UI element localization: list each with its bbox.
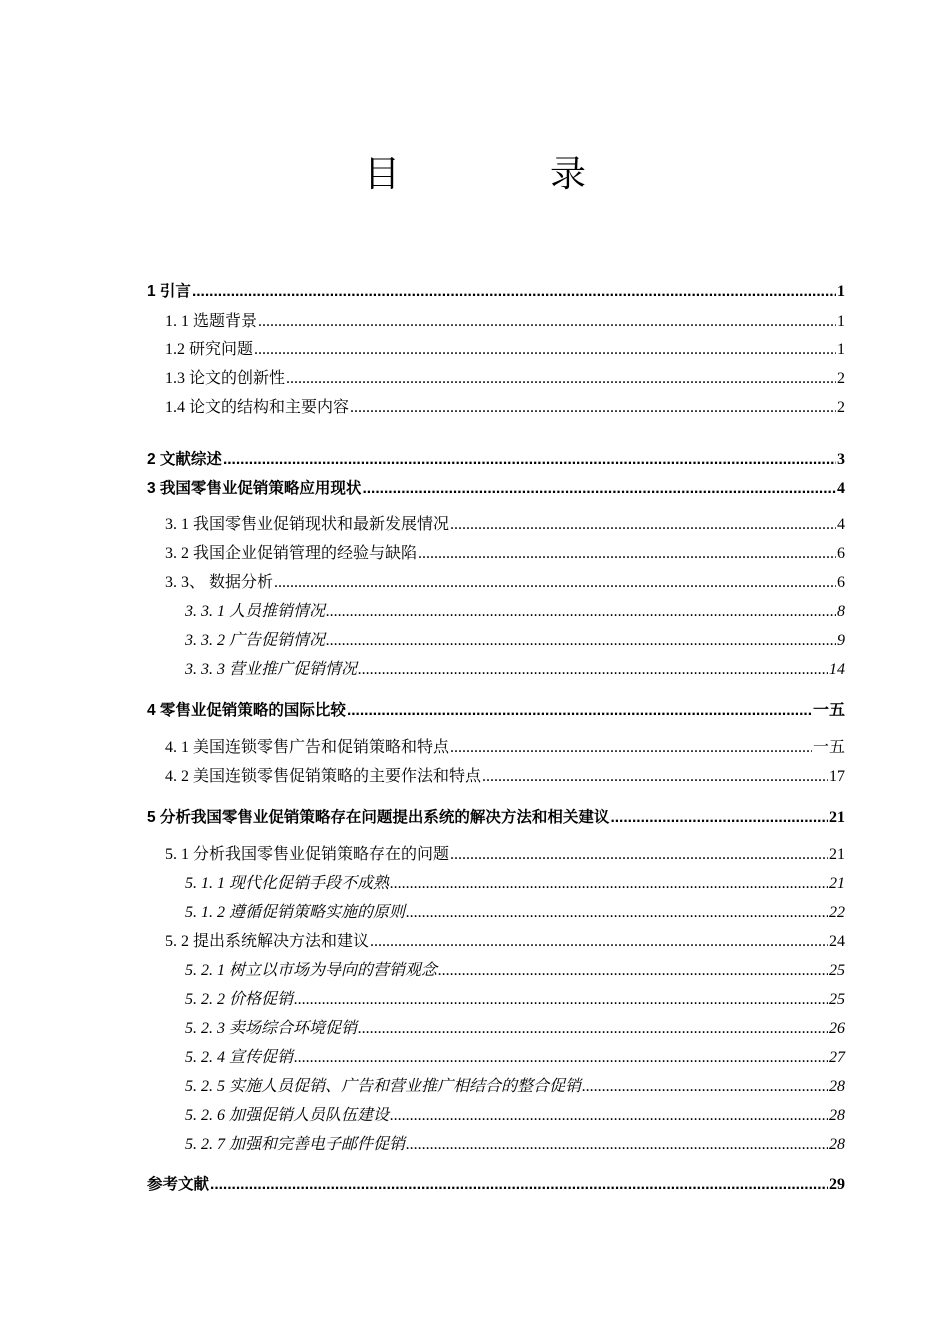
toc-entry-label: 3. 3. 3 营业推广促销情况: [185, 661, 358, 678]
toc-entry-label: 5. 2. 1 树立以市场为导向的营销观念: [185, 962, 438, 979]
toc-entry-page: 一五: [812, 739, 845, 756]
toc-entry-label: 3. 3、 数据分析: [165, 574, 274, 591]
toc-entry-page: 26: [829, 1020, 845, 1037]
toc-leader-dots: [610, 806, 828, 830]
toc-entry[interactable]: [185, 872, 845, 896]
toc-entry-page: 28: [829, 1136, 845, 1153]
toc-leader-dots: [274, 571, 836, 595]
toc-entry[interactable]: [185, 600, 845, 624]
toc-entry[interactable]: [165, 571, 845, 595]
toc-leader-dots: [223, 448, 836, 472]
toc-leader-dots: [258, 310, 836, 334]
toc-entry-page: 25: [829, 962, 845, 979]
toc-entry-label: 5. 1 分析我国零售业促销策略存在的问题: [165, 846, 450, 863]
toc-leader-dots: [582, 1075, 828, 1099]
toc-entry[interactable]: [165, 542, 845, 566]
page-title: [0, 146, 950, 196]
toc-entry[interactable]: [165, 367, 845, 391]
toc-entry[interactable]: [165, 843, 845, 867]
toc-entry-label: 5. 2. 4 宣传促销: [185, 1049, 294, 1066]
toc-entry-page: 25: [829, 991, 845, 1008]
toc-entry[interactable]: [185, 1133, 845, 1157]
toc-entry-label: 1. 1 选题背景: [165, 313, 258, 330]
toc-entry-label: 5. 2. 7 加强和完善电子邮件促销: [185, 1136, 406, 1153]
toc-entry-label: 5. 2. 5 实施人员促销、广告和营业推广相结合的整合促销: [185, 1078, 582, 1095]
toc-leader-dots: [254, 338, 836, 362]
toc-entry-label: 参考文献: [147, 1176, 210, 1193]
toc-entry-page: 28: [829, 1078, 845, 1095]
toc-leader-dots: [390, 1104, 828, 1128]
toc-entry[interactable]: [185, 1075, 845, 1099]
toc-leader-dots: [362, 477, 836, 501]
toc-entry-label: 5. 1. 1 现代化促销手段不成熟: [185, 875, 390, 892]
toc-entry-page: 6: [837, 545, 845, 562]
toc-entry-label: 5. 2 提出系统解决方法和建议: [165, 933, 370, 950]
toc-leader-dots: [286, 367, 836, 391]
toc-entry-page: 2: [837, 399, 845, 416]
toc-entry-label: 4. 1 美国连锁零售广告和促销策略和特点: [165, 739, 450, 756]
toc-entry-label: 5. 1. 2 遵循促销策略实施的原则: [185, 904, 406, 921]
toc-entry-page: 21: [829, 846, 845, 863]
toc-entry-page: 28: [829, 1107, 845, 1124]
toc-leader-dots: [358, 1017, 828, 1041]
toc-entry[interactable]: [165, 310, 845, 334]
toc-entry-label: 5. 2. 2 价格促销: [185, 991, 294, 1008]
toc-entry-page: 1: [837, 283, 845, 300]
toc-entry-page: 1: [837, 313, 845, 330]
toc-entry-label: 2 文献综述: [147, 451, 222, 468]
toc-entry-label: 1.4 论文的结构和主要内容: [165, 399, 350, 416]
toc-entry[interactable]: [185, 988, 845, 1012]
toc-entry[interactable]: [165, 396, 845, 420]
toc-entry-label: 5 分析我国零售业促销策略存在问题提出系统的解决方法和相关建议: [147, 809, 610, 826]
toc-entry[interactable]: [147, 1173, 845, 1197]
toc-entry-label: 3 我国零售业促销策略应用现状: [147, 480, 362, 497]
toc-entry-label: 5. 2. 6 加强促销人员队伍建设: [185, 1107, 390, 1124]
toc-entry-label: 3. 2 我国企业促销管理的经验与缺陷: [165, 545, 418, 562]
toc-leader-dots: [350, 396, 836, 420]
toc-entry[interactable]: [185, 658, 845, 682]
title-char-2: 录: [550, 153, 587, 195]
toc-leader-dots: [192, 280, 836, 304]
toc-leader-dots: [210, 1173, 828, 1197]
toc-leader-dots: [450, 513, 836, 537]
toc-entry[interactable]: [185, 901, 845, 925]
toc-leader-dots: [347, 699, 812, 723]
toc-leader-dots: [406, 1133, 828, 1157]
toc-leader-dots: [438, 959, 828, 983]
toc-leader-dots: [390, 872, 828, 896]
toc-entry[interactable]: [185, 1104, 845, 1128]
toc-leader-dots: [450, 843, 828, 867]
title-char-1: 目: [363, 153, 400, 195]
toc-entry-label: 4 零售业促销策略的国际比较: [147, 702, 346, 719]
toc-entry[interactable]: [165, 930, 845, 954]
toc-leader-dots: [326, 600, 836, 624]
toc-entry-page: 24: [829, 933, 845, 950]
toc-entry-label: 1 引言: [147, 283, 191, 300]
toc-entry-label: 4. 2 美国连锁零售促销策略的主要作法和特点: [165, 768, 482, 785]
toc-entry[interactable]: [185, 1017, 845, 1041]
toc-leader-dots: [294, 1046, 828, 1070]
toc-leader-dots: [406, 901, 828, 925]
toc-entry-page: 2: [837, 370, 845, 387]
toc-entry-page: 29: [829, 1176, 845, 1193]
toc-leader-dots: [370, 930, 828, 954]
toc-entry[interactable]: [165, 338, 845, 362]
toc-entry[interactable]: [147, 477, 845, 501]
toc-entry[interactable]: [147, 699, 845, 723]
toc-entry-page: 1: [837, 341, 845, 358]
toc-leader-dots: [418, 542, 836, 566]
toc-entry-page: 4: [837, 516, 845, 533]
toc-leader-dots: [294, 988, 828, 1012]
toc-entry[interactable]: [185, 1046, 845, 1070]
toc-entry[interactable]: [147, 806, 845, 830]
toc-entry[interactable]: [147, 448, 845, 472]
toc-entry[interactable]: [185, 959, 845, 983]
toc-entry[interactable]: [165, 736, 845, 760]
toc-leader-dots: [358, 658, 828, 682]
toc-entry-page: 6: [837, 574, 845, 591]
toc-entry-page: 21: [829, 875, 845, 892]
toc-entry-page: 14: [829, 661, 845, 678]
toc-entry-page: 22: [829, 904, 845, 921]
toc-entry-page: 9: [837, 632, 845, 649]
toc-entry-label: 5. 2. 3 卖场综合环境促销: [185, 1020, 358, 1037]
toc-entry[interactable]: [147, 280, 845, 304]
toc-entry-label: 3. 1 我国零售业促销现状和最新发展情况: [165, 516, 450, 533]
toc-entry-page: 一五: [812, 702, 845, 719]
toc-entry[interactable]: [165, 513, 845, 537]
toc-entry[interactable]: [185, 629, 845, 653]
toc-entry-label: 3. 3. 2 广告促销情况: [185, 632, 326, 649]
toc-entry-page: 8: [837, 603, 845, 620]
toc-entry-page: 27: [829, 1049, 845, 1066]
toc-entry-page: 21: [829, 809, 845, 826]
toc-leader-dots: [482, 765, 828, 789]
toc-entry-label: 3. 3. 1 人员推销情况: [185, 603, 326, 620]
toc-entry[interactable]: [165, 765, 845, 789]
toc-entry-page: 17: [829, 768, 845, 785]
toc-leader-dots: [326, 629, 836, 653]
toc-entry-label: 1.2 研究问题: [165, 341, 254, 358]
toc-entry-page: 4: [837, 480, 845, 497]
toc-entry-label: 1.3 论文的创新性: [165, 370, 286, 387]
toc-entry-page: 3: [837, 451, 845, 468]
toc-leader-dots: [450, 736, 812, 760]
